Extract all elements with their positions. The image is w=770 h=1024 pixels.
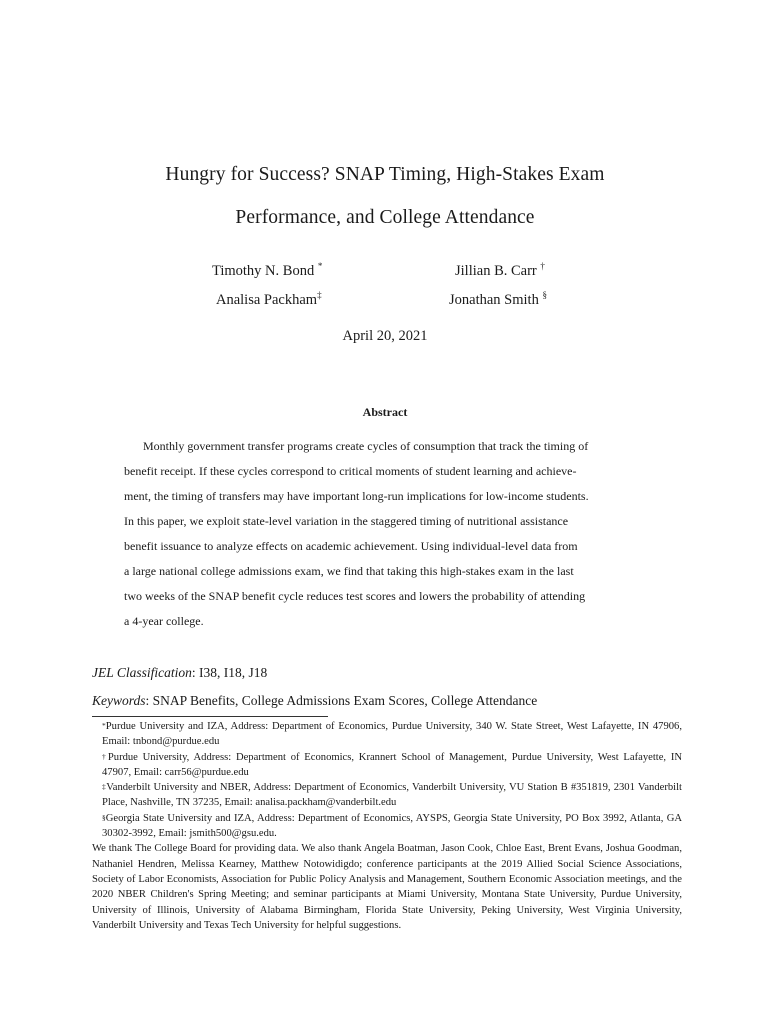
jel-classification — [92, 665, 267, 681]
footnote — [92, 811, 682, 842]
abstract-heading: Abstract — [362, 405, 408, 419]
footnote-text: Purdue University and IZA, Address: Department of Economics, Purdue University, 340 W. State Street, West Lafayette, IN 47906, Email: tnbond@purdue.edu — [102, 721, 682, 748]
footnote-mark: * — [102, 721, 106, 730]
keywords-label: Keywords — [92, 693, 146, 708]
author-name: Analisa Packham — [216, 292, 318, 308]
footnote-mark: † — [102, 751, 108, 761]
author-name: Timothy N. Bond — [212, 263, 315, 279]
jel-label: JEL Classification — [92, 665, 192, 680]
footnote-text: Purdue University, Address: Department of Economics, Krannert School of Management, Purdue University, West Lafayette, IN 47907, Email: carr56@purdue.edu — [102, 751, 682, 778]
footnote-mark: ‡ — [102, 782, 107, 792]
abstract-line: benefit issuance to analyze effects on academic achievement. Using individual-level data from — [124, 539, 578, 553]
abstract-line: Monthly government transfer programs create cycles of consumption that track the timing of — [143, 439, 589, 453]
author-name: Jillian B. Carr — [455, 263, 537, 279]
acknowledgment: We thank The College Board for providing data. We also thank Angela Boatman, Jason Cook, Chloe East, Brent Evans, Joshua Goodman, Nathaniel Hendren, Melissa Kearney, Matthew Notowidigdo; conference participants at the 2019 Allied Social Science Associations, Society of Labor Economists, Association for Public Policy Analysis and Management, Southern Economic Association meetings, and the 2020 NBER Children's Spring Meeting; and seminar participants at Miami University, Montana State University, Purdue University, University of Illinois, University of Alabama Birmingham, Florida State University, Peking University, West Virginia University, Vanderbilt University and Texas Tech University for helpful suggestions. — [92, 843, 682, 931]
footnote-mark: § — [102, 812, 106, 822]
abstract-line: a large national college admissions exam, we find that taking this high-stakes exam in the last — [124, 564, 574, 578]
footnote-text: Vanderbilt University and NBER, Address: Department of Economics, Vanderbilt University, VU Station B #351819, 2301 Vanderbilt Place, Nashville, TN 37235, Email: analisa.packham@vanderbilt.edu — [102, 782, 682, 809]
author-name: Jonathan Smith — [449, 292, 539, 308]
footnote-text: Georgia State University and IZA, Address: Department of Economics, AYSPS, Georgia State University, PO Box 3992, Atlanta, GA 30302-3992, Email: jsmith500@gsu.edu. — [102, 812, 682, 840]
footnotes — [92, 719, 682, 933]
footnote — [92, 719, 682, 750]
abstract-line: ment, the timing of transfers may have important long-run implications for low-income students. — [124, 489, 589, 503]
paper-title-line-1: Hungry for Success? SNAP Timing, High-Stakes Exam — [165, 164, 605, 185]
footnote — [92, 750, 682, 781]
abstract-line: two weeks of the SNAP benefit cycle reduces test scores and lowers the probability of attending — [124, 589, 586, 603]
abstract-line: a 4-year college. — [124, 614, 204, 628]
paper-date: April 20, 2021 — [342, 328, 428, 344]
paper-title-line-2: Performance, and College Attendance — [235, 207, 535, 228]
keywords-value: : SNAP Benefits, College Admissions Exam Scores, College Attendance — [145, 693, 538, 708]
author-mark: ‡ — [317, 290, 322, 300]
author-carr — [455, 263, 545, 280]
footnote-rule — [92, 716, 328, 717]
author-mark: † — [540, 261, 545, 271]
abstract-line: benefit receipt. If these cycles correspond to critical moments of student learning and achieve- — [124, 464, 577, 478]
jel-value: : I38, I18, J18 — [191, 665, 268, 680]
author-bond — [212, 263, 322, 280]
keywords — [92, 693, 537, 709]
author-packham — [216, 292, 322, 309]
abstract-line: In this paper, we exploit state-level variation in the staggered timing of nutritional assistance — [124, 514, 569, 528]
author-mark: * — [317, 261, 323, 271]
footnote — [92, 780, 682, 811]
author-mark: § — [542, 290, 547, 300]
author-smith — [449, 292, 547, 309]
